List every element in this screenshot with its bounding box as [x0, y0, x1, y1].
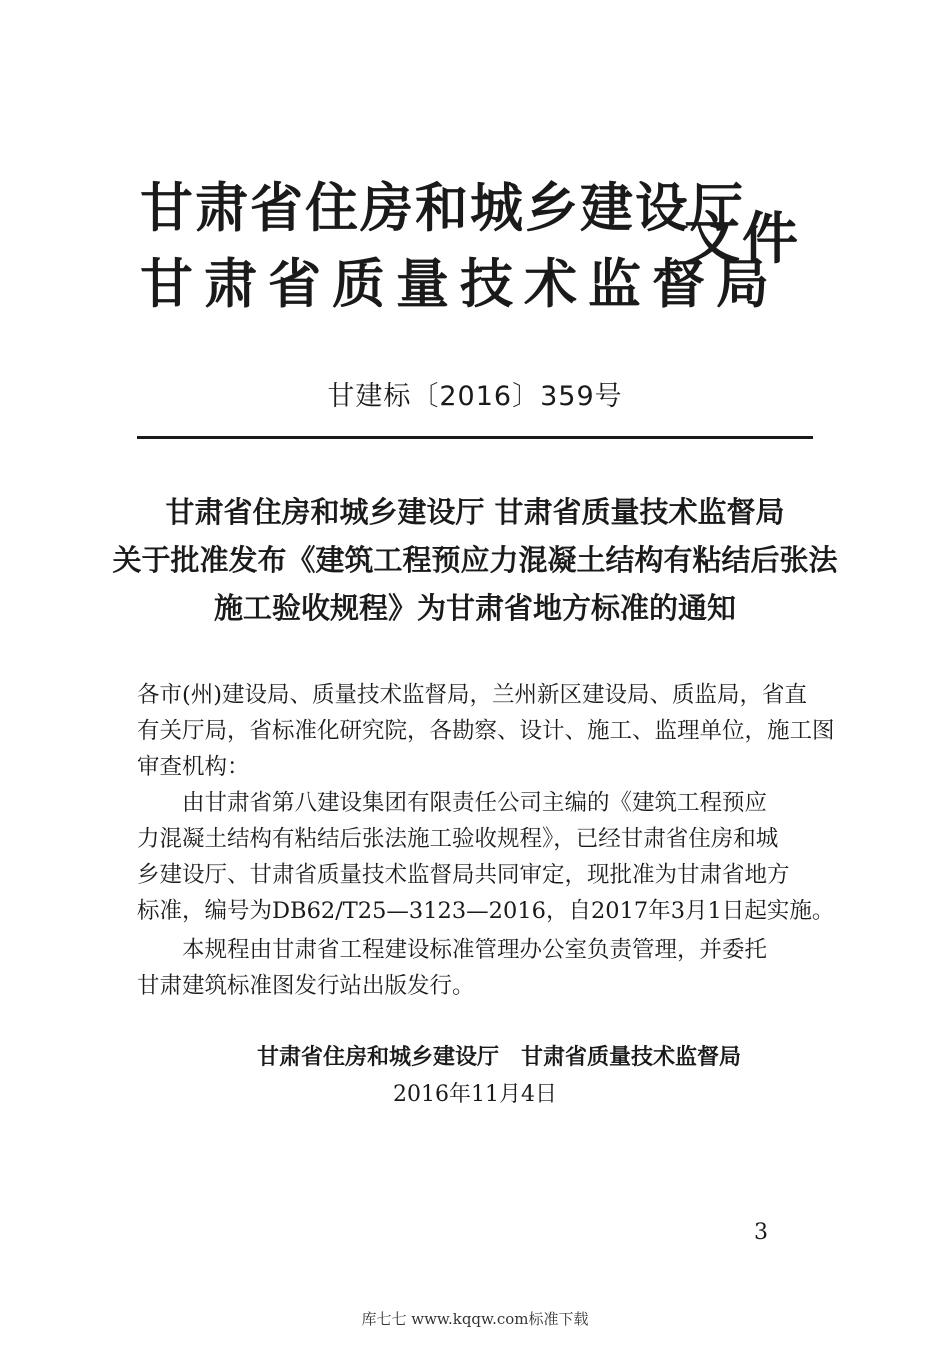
document-type-label: 文件: [684, 207, 800, 272]
notice-title-line-1: 甘肃省住房和城乡建设厅 甘肃省质量技术监督局: [165, 495, 785, 529]
body-line: 甘肃建筑标准图发行站出版发行。: [137, 973, 475, 999]
document-number: 甘建标〔2016〕359号: [327, 381, 623, 412]
header-divider: [137, 436, 813, 439]
notice-title-line-2: 关于批准发布《建筑工程预应力混凝土结构有粘结后张法: [112, 543, 838, 577]
body-line: 乡建设厅、甘肃省质量技术监督局共同审定，现批准为甘肃省地方: [137, 862, 790, 888]
body-line: 各市(州)建设局、质量技术监督局，兰州新区建设局、质监局，省直: [137, 682, 808, 708]
issuer-housing-department: 甘肃省住房和城乡建设厅: [140, 178, 745, 239]
body-line: 标准，编号为DB62/T25—3123—2016，自2017年3月1日起实施。: [137, 898, 835, 924]
page-number: 3: [754, 1220, 768, 1245]
issuer-quality-bureau: 甘肃省质量技术监督局: [140, 254, 780, 315]
body-line: 本规程由甘肃省工程建设标准管理办公室负责管理，并委托: [182, 937, 768, 963]
body-line: 有关厅局，省标准化研究院，各勘察、设计、施工、监理单位，施工图: [137, 718, 835, 744]
body-line: 审查机构：: [137, 754, 250, 780]
signature-organizations: 甘肃省住房和城乡建设厅 甘肃省质量技术监督局: [257, 1045, 742, 1070]
signature-date: 2016年11月4日: [393, 1082, 557, 1107]
body-line: 由甘肃省第八建设集团有限责任公司主编的《建筑工程预应: [182, 790, 768, 816]
download-watermark-footer: 库七七 www.kqqw.com标准下载: [361, 1310, 589, 1328]
notice-title-line-3: 施工验收规程》为甘肃省地方标准的通知: [213, 591, 736, 625]
body-line: 力混凝土结构有粘结后张法施工验收规程》，已经甘肃省住房和城: [137, 826, 779, 852]
